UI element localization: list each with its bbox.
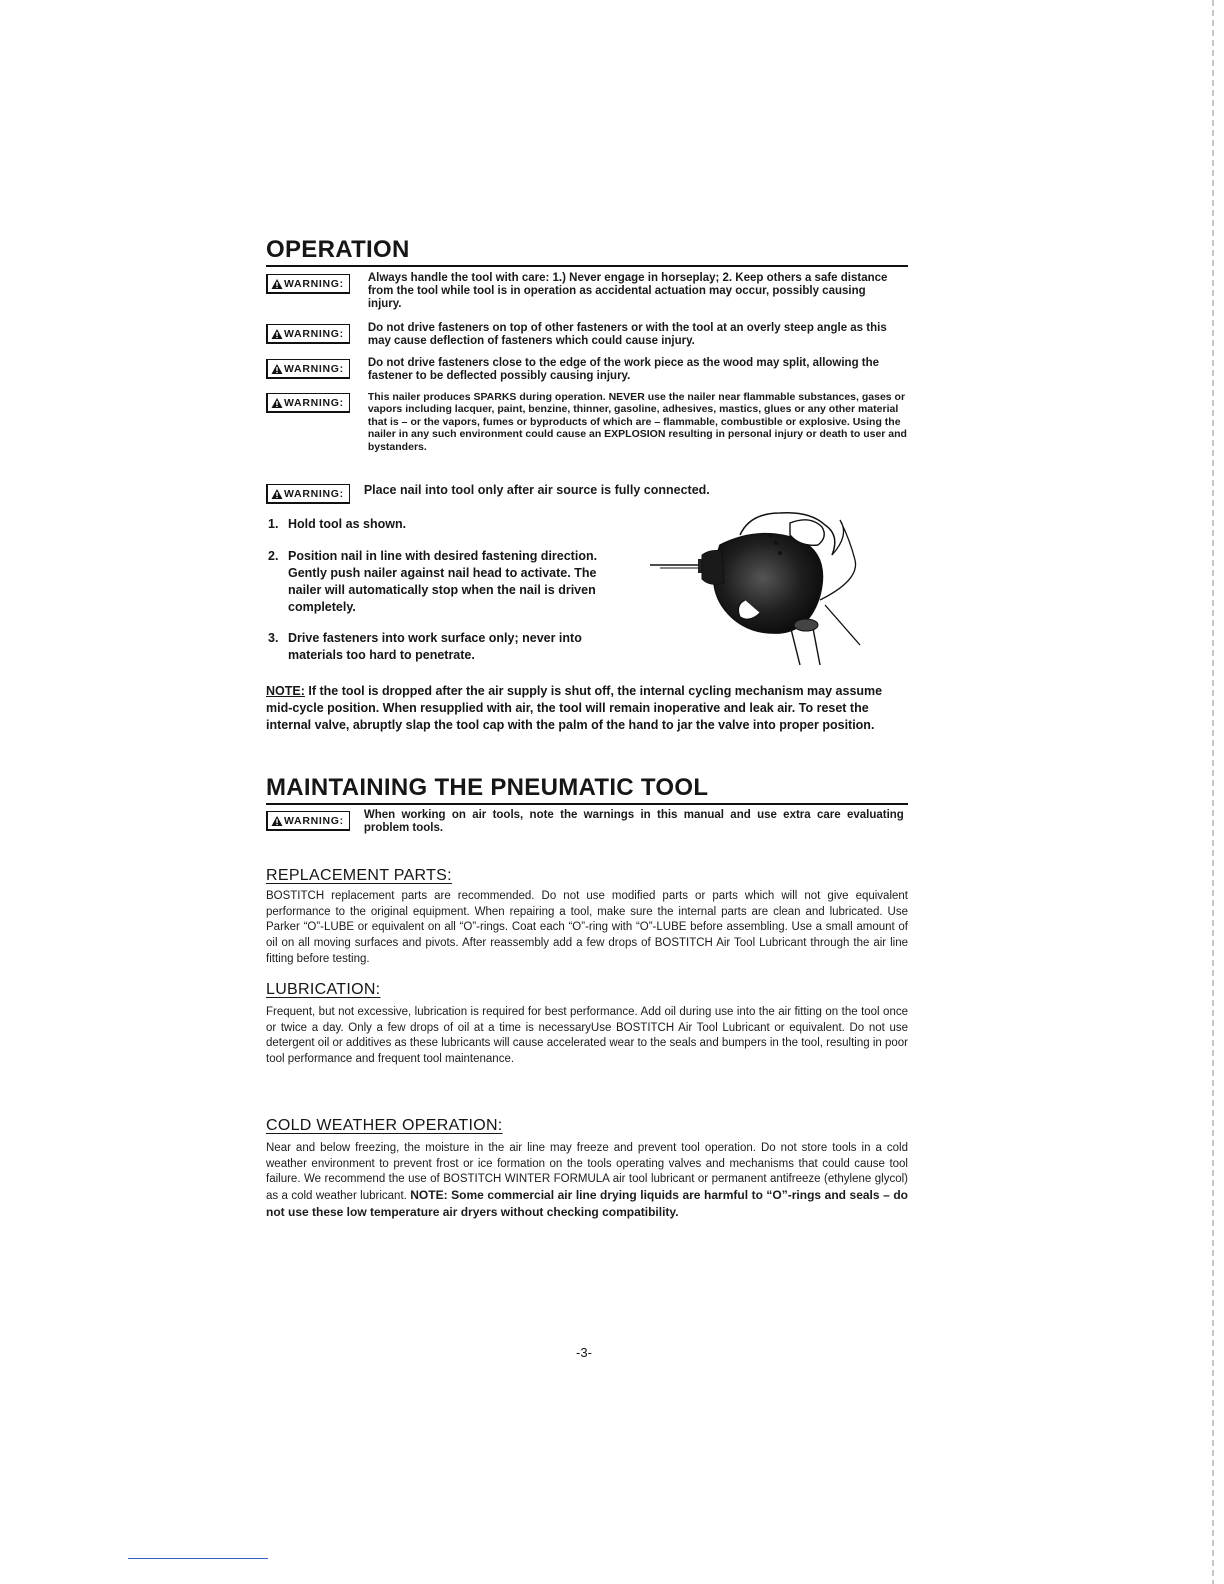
warning-triangle-icon [271,488,283,500]
note-block [266,683,911,734]
nailer-nose [702,551,724,585]
cold-weather-note: NOTE: Some commercial air line drying liquids are harmful to “O”-rings and seals – do not use these low temperature air dryers without checking compatibility. [266,1188,908,1219]
warning-triangle-icon [271,397,283,409]
step-item [268,516,628,533]
rivet-dot [768,533,772,537]
cold-weather-section [266,1116,908,1222]
step-item [268,630,618,664]
warning-block-3 [266,357,908,383]
warning-badge-label: WARNING: [284,363,344,375]
air-hose-left [790,625,800,665]
warning-badge [266,274,350,294]
warning-badge [266,393,350,413]
operation-steps [268,516,628,664]
wrist-line [825,605,860,645]
step-text: Drive fasteners into work surface only; never into materials too hard to penetrate. [288,631,582,662]
warning-badge [266,484,350,504]
palm-nailer-illustration [650,505,880,675]
warning-block-4 [266,391,908,453]
step-number: 1. [268,517,279,531]
cold-weather-text [266,1141,908,1222]
warning-badge-label: WARNING: [284,328,344,340]
step-text: Position nail in line with desired fastening direction. Gently push nailer against nail head to activate. The nailer will automatically stop when the nail is driven completely. [288,549,598,614]
scan-edge-artifact [1212,0,1214,1584]
warning-badge-label: WARNING: [284,397,344,409]
operation-section [266,238,908,267]
footer-rule [128,1558,268,1559]
warning-text: Do not drive fasteners close to the edge of the work piece as the wood may split, allowing the fastener to be deflected possibly causing injury. [367,357,880,382]
warning-badge [266,359,350,379]
warning-triangle-icon [271,278,283,290]
note-label: NOTE: [266,684,305,698]
step-text: Hold tool as shown. [288,517,407,531]
step-item [268,548,613,616]
finger-outline [820,520,856,600]
step-number: 2. [268,549,279,563]
warning-badge [266,811,350,831]
nailer-body [714,534,823,634]
maintaining-warning-block [266,809,908,835]
warning-badge-label: WARNING: [284,488,344,500]
lubrication-section [266,980,908,1068]
operation-note [266,683,911,734]
replacement-parts-text: BOSTITCH replacement parts are recommended. Do not use modified parts or parts which will not give equivalent performance to the original equipment. When repairing a tool, make sure the internal parts are clean and lubricated. Use Parker “O”-LUBE or equivalent on all “O”-rings. Coat each “O”-ring with “O”-LUBE before assembling. Use a small amount of oil on all moving surfaces and pivots. After reassembly add a few drops of BOSTITCH Air Tool Lubricant through the air line fitting before testing. [266,890,908,965]
warning-block-2 [266,322,908,348]
cold-weather-title: COLD WEATHER OPERATION: [266,1117,503,1134]
warning-triangle-icon [271,815,283,827]
cold-weather-body: Near and below freezing, the moisture in the air line may freeze and prevent tool operation. Do not store tools in a cold weather environment to prevent frost or ice formation on the tools operating valves and mechanisms that could cause tool failure. We recommend the use of BOSTITCH WINTER FORMULA air tool lubricant or permanent antifreeze (ethylene glycol) as a cold weather lubricant. [266,1142,908,1203]
warning-text: Place nail into tool only after air source is fully connected. [363,483,710,497]
warning-text: Do not drive fasteners on top of other fasteners or with the tool at an overly steep angle as this may cause deflection of fasteners which could cause injury. [367,322,887,347]
lubrication-title: LUBRICATION: [266,981,381,998]
warning-triangle-icon [271,328,283,340]
air-fitting [794,619,818,631]
warning-text: Always handle the tool with care: 1.) Never engage in horseplay; 2. Keep others a safe distance from the tool while tool is in operation as accidental actuation may occur, possibly causing injury. [367,272,888,310]
warning-badge-label: WARNING: [284,278,344,290]
maintaining-title: MAINTAINING THE PNEUMATIC TOOL [266,776,908,805]
warning-badge [266,324,350,344]
warning-block-1 [266,272,908,311]
lubrication-text: Frequent, but not excessive, lubrication is required for best performance. Add oil during use into the air fitting on the tool once or twice a day. Only a few drops of oil at a time is necessaryUse BOSTITCH Air Tool Lubricant or equivalent. Do not use detergent oil or additives as these lubricants will cause accelerated wear to the seals and bumpers in the tool, resulting in poor tool performance and frequent tool maintenance. [266,1006,908,1066]
page-number: -3- [576,1345,592,1360]
note-text: If the tool is dropped after the air supply is shut off, the internal cycling mechanism may assume mid-cycle position. When resupplied with air, the tool will remain inoperative and leak air. To reset the internal valve, abruptly slap the tool cap with the palm of the hand to jar the valve into proper position. [266,684,883,732]
replacement-parts-section [266,866,908,968]
warning-text: This nailer produces SPARKS during operation. NEVER use the nailer near flammable substances, gases or vapors including lacquer, paint, benzine, thinner, gasoline, adhesives, mastics, glues or any other material that is – or the vapors, fumes or byproducts of which are – flammable, combustible or explosive. Using the nailer in any such environment could cause an EXPLOSION resulting in personal injury or death to user and bystanders. [367,391,907,453]
warning-triangle-icon [271,363,283,375]
warning-badge-label: WARNING: [284,815,344,827]
connection-warning-block [266,482,908,504]
maintaining-section [266,776,908,805]
replacement-parts-title: REPLACEMENT PARTS: [266,867,452,884]
step-number: 3. [268,631,279,645]
warning-text: When working on air tools, note the warnings in this manual and use extra care evaluating problem tools. [363,809,904,834]
rivet-dot [778,551,782,555]
operation-title: OPERATION [266,238,908,267]
rivet-dot [774,541,778,545]
